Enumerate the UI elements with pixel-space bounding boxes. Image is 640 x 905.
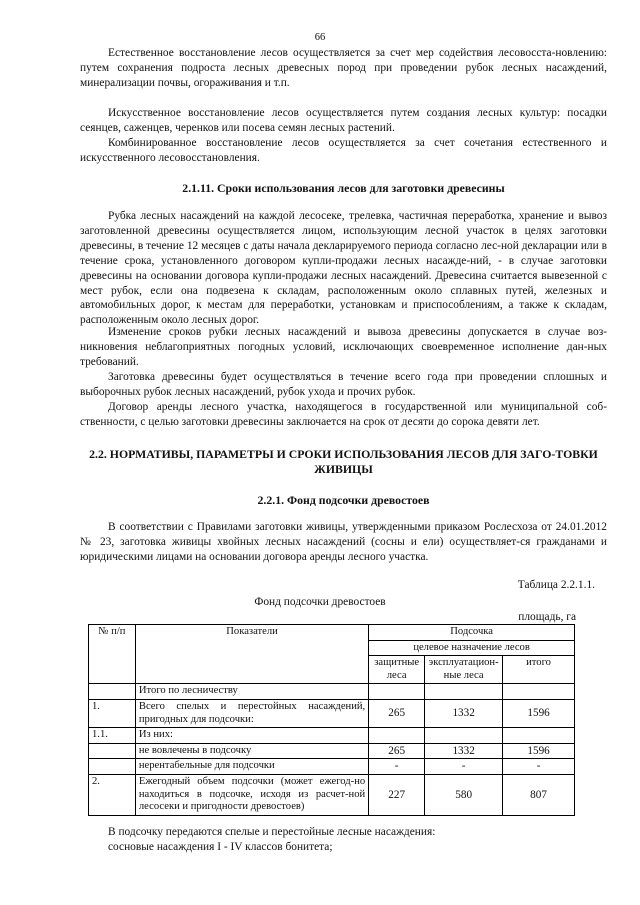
row-num [89, 743, 136, 759]
row-exploit: 580 [425, 774, 503, 815]
outro-line-1: В подсочку передаются спелые и перестойные лесные насаждения: [108, 826, 436, 838]
row-label: Итого по лесничеству [135, 684, 368, 700]
row-exploit: 1332 [425, 743, 503, 759]
table-row [89, 759, 575, 775]
row-protective: - [369, 759, 425, 775]
outro-line-2: сосновые насаждения I - IV классов бонитета; [108, 841, 333, 853]
header-group: Подсочка [369, 625, 575, 641]
row-protective: 265 [369, 743, 425, 759]
intro-paragraph-1: Естественное восстановление лесов осуществляется за счет мер содействия лесовосста-новлению: путем сохранения подроста лесных древесных пород при проведении рубок лесных насаждений, минерализации почвы, огораживания и т.п. [80, 47, 607, 89]
row-label: Всего спелых и перестойных насаждений, пригодных для подсочки: [135, 699, 368, 727]
row-exploit [425, 684, 503, 700]
section-paragraph-1: Рубка лесных насаждений на каждой лесосеке, трелевка, частичная переработка, хранение и вывоз заготовленной древесины осуществляется лицом, использующим лесной участок в целях заготовки древесины, в течение 12 месяцев с даты начала декларируемого периода согласно лес-ной декларации или в течение срока, установленного договором купли-продажи лесных насажде-ний, - в случае заготовки древесины на основании договора купли-продажи лесных насаждений. Древесина считается вывезенной с мест рубок, если она подвезена к складам, расположенным около сплавных путей, железных и автомобильных дорог, к местам для переработки, установкам и приспособлениям, а также к складам, расположенным около лесных дорог. [80, 210, 607, 327]
row-total: - [503, 759, 575, 775]
table-label: Таблица 2.2.1.1. [517, 579, 595, 591]
section-paragraph-4: Договор аренды лесного участка, находящегося в государственной или муниципальной соб-ственности, с целью заготовки древесины заключается на срок от десяти до сорока девяти лет. [80, 401, 607, 428]
row-protective [369, 728, 425, 744]
section-heading-2-2: 2.2. НОРМАТИВЫ, ПАРАМЕТРЫ И СРОКИ ИСПОЛЬЗОВАНИЯ ЛЕСОВ ДЛЯ ЗАГО-ТОВКИ ЖИВИЦЫ [89, 447, 598, 476]
section-paragraph-2: Изменение сроков рубки лесных насаждений и вывоза древесины допускается в случае воз-никновения неблагоприятных погодных условий, исключающих своевременное исполнение дан-ных требований. [80, 326, 607, 368]
table-row [89, 743, 575, 759]
row-total: 807 [503, 774, 575, 815]
row-protective: 265 [369, 699, 425, 727]
table-title: Фонд подсочки древостоев [254, 596, 386, 608]
intro-paragraph-2: Искусственное восстановление лесов осуществляется путем создания лесных культур: посадки сеянцев, саженцев, черенков или посева семян лесных растений. [80, 107, 607, 134]
header-total: итого [503, 656, 575, 684]
header-num: № п/п [89, 625, 136, 684]
sub-heading-2-2-1: 2.2.1. Фонд подсочки древостоев [257, 493, 430, 507]
section-paragraph-3: Заготовка древесины будет осуществляться в течение всего года при проведении сплошных и выборочных рубок лесных насаждений, рубок ухода и прочих рубок. [80, 371, 607, 398]
page-number: 66 [314, 32, 326, 43]
section-heading-2-1-11: 2.1.11. Сроки использования лесов для заготовки древесины [182, 181, 505, 195]
header-protective: защитные леса [369, 656, 425, 684]
header-exploit: эксплуатацион-ные леса [425, 656, 503, 684]
row-label: нерентабельные для подсочки [135, 759, 368, 775]
row-num: 1.1. [89, 728, 136, 744]
header-indicators: Показатели [135, 625, 368, 684]
table-row [89, 699, 575, 727]
row-exploit: 1332 [425, 699, 503, 727]
header-subgroup: целевое назначение лесов [369, 640, 575, 656]
row-label: Ежегодный объем подсочки (может ежегод-но находиться в подсочке, исходя из расчет-ной лесосеки и пригодности древостоев) [135, 774, 368, 815]
row-total: 1596 [503, 699, 575, 727]
table-unit: площадь, га [518, 611, 576, 623]
row-label: не вовлечены в подсочку [135, 743, 368, 759]
row-protective [369, 684, 425, 700]
row-total [503, 728, 575, 744]
row-num: 1. [89, 699, 136, 727]
row-num: 2. [89, 774, 136, 815]
row-label: Из них: [135, 728, 368, 744]
row-num [89, 684, 136, 700]
row-num [89, 759, 136, 775]
table-row [89, 774, 575, 815]
table-row [89, 728, 575, 744]
row-exploit: - [425, 759, 503, 775]
table-row [89, 684, 575, 700]
row-total [503, 684, 575, 700]
section-2-2-paragraph: В соответствии с Правилами заготовки живицы, утвержденными приказом Рослесхоза от 24.01.2012 № 23, заготовка живицы хвойных лесных насаждений (сосны и ели) осуществляет-ся гражданами и юридическими лицами на основании договора аренды лесного участка. [80, 521, 607, 563]
row-total: 1596 [503, 743, 575, 759]
fond-table [88, 624, 575, 816]
row-protective: 227 [369, 774, 425, 815]
row-exploit [425, 728, 503, 744]
intro-paragraph-3: Комбинированное восстановление лесов осуществляется за счет сочетания естественного и искусственного лесовосстановления. [80, 137, 607, 164]
